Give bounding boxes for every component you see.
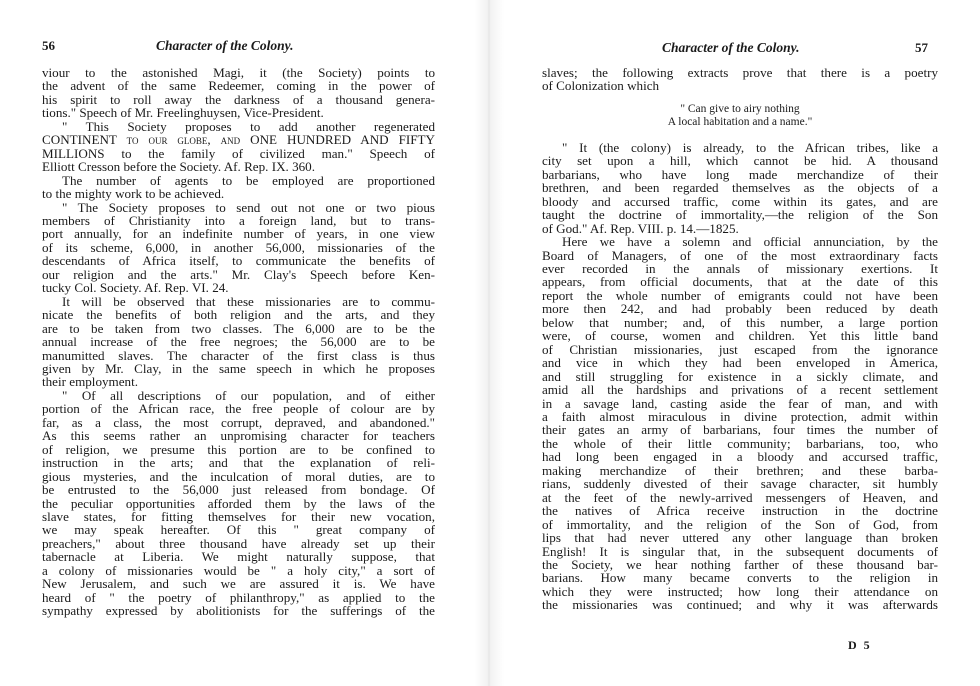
text-line: our religion and the arts." Mr. Clay's Speech before Ken- xyxy=(42,266,435,282)
text-line: were, of course, women and children. Yet this little band xyxy=(542,328,938,344)
text-line: his spirit to roll away the darkness of a thousand genera- xyxy=(42,91,435,107)
text-line: heard of " the poetry of philanthropy," as applied to the xyxy=(42,589,435,605)
text-line: their employment. xyxy=(42,374,138,390)
text-line: lips that had never uttered any other language than broken xyxy=(542,530,938,546)
text-line: we may speak hereafter. Of this " great company of xyxy=(42,522,435,538)
text-line: of its scheme, 6,000, in another 56,000, missionaries of the xyxy=(42,239,435,255)
text-line: " This Society proposes to add another regenerated xyxy=(62,118,435,134)
text-line: bloody and accursed traffic, come within its gates, and are xyxy=(542,193,938,209)
right-page-number: 57 xyxy=(915,40,928,55)
text-line: appears, from official documents, that at the date of this xyxy=(542,274,938,290)
text-line: rians, suddenly divested of their savage character, sit humbly xyxy=(542,476,938,492)
text-line: It will be observed that these missionaries are to commu- xyxy=(62,293,435,309)
text-line: be entrusted to the 56,000 just released from bondage. Of xyxy=(42,482,435,498)
text-line: port annually, for an indefinite number of years, in one view xyxy=(42,226,435,242)
text-line: in a savage land, casting aside the fear of man, and with xyxy=(542,395,938,411)
text-line: report the whole number of emigrants could not have been xyxy=(542,287,938,303)
text-line: descendants of Africa itself, to communicate the benefits of xyxy=(42,253,435,269)
poem-line: A local habitation and a name." xyxy=(667,115,813,128)
text-line: had long been engaged in a bloody and accursed traffic, xyxy=(542,449,938,465)
text-line: CONTINENT to our globe, and ONE HUNDRED AND FIFTY xyxy=(42,132,435,148)
text-line: sympathy expressed by abolitionists for the sufferings of the xyxy=(42,603,435,619)
text-line: " Of all descriptions of our population, and of either xyxy=(62,387,435,403)
text-line: barbarians, who have long made merchandize of their xyxy=(542,166,938,182)
text-line: barians. How many became converts to the religion in xyxy=(542,570,938,586)
left-body-text xyxy=(42,66,435,618)
text-line: at the feet of the newly-arrived messengers of Heaven, and xyxy=(542,489,938,505)
right-body-text xyxy=(542,66,938,612)
text-line: of Christian missionaries, just escaped from the ignorance xyxy=(542,341,938,357)
text-line: brethren, and been regarded themselves as the objects of a xyxy=(542,180,938,196)
text-line: given by Mr. Clay, in the same speech in which he proposes xyxy=(42,360,435,376)
text-line: of God." Af. Rep. VIII. p. 14.—1825. xyxy=(542,220,739,236)
text-line: of religion, we presume this portion are to be confined to xyxy=(42,441,435,457)
text-line: Here we have a solemn and official annunciation, by the xyxy=(562,234,938,250)
text-line: below that number; and, of this number, a large portion xyxy=(542,314,938,330)
text-line: " It (the colony) is already, to the African tribes, like a xyxy=(562,139,938,155)
text-line: manumitted slaves. The character of the first class is thus xyxy=(42,347,435,363)
poem-quote xyxy=(542,103,938,129)
text-line: city set upon a hill, which cannot be hid. A thousand xyxy=(542,153,938,169)
text-line: taught the doctrine of immortality,—the religion of the Son xyxy=(542,207,938,223)
text-line: nicate the benefits of both religion and the arts, and they xyxy=(42,307,435,323)
text-line: Elliott Cresson before the Society. Af. Rep. IX. 360. xyxy=(42,159,315,175)
text-line: far, as a class, the most corrupt, depraved, and abandoned." xyxy=(42,414,435,430)
left-page-number: 56 xyxy=(42,38,55,53)
text-line: their gates an army of barbarians, four times the number of xyxy=(542,422,938,438)
right-page xyxy=(490,0,980,686)
text-line: slaves; the following extracts prove that there is a poetry xyxy=(542,65,938,80)
text-line: Board of Managers, of one of the most extraordinary facts xyxy=(542,247,938,263)
text-line: gious mysteries, and the inculcation of moral duties, are to xyxy=(42,468,435,484)
text-line: members of Christianity into a foreign land, but to trans- xyxy=(42,212,435,228)
text-line: portion of the African race, the free people of colour are by xyxy=(42,401,435,417)
text-line: amid all the hardships and privations of a recent settlement xyxy=(542,382,938,398)
text-line: making merchandize of their brethren; and these barba- xyxy=(542,462,938,478)
text-line: tabernacle at Liberia. We might naturally suppose, that xyxy=(42,549,435,565)
text-line: MILLIONS to the family of civilized man." Speech of xyxy=(42,145,435,161)
text-line: the missionaries was continued; and why it was afterwards xyxy=(542,597,938,613)
right-running-title: Character of the Colony. xyxy=(662,40,800,55)
text-line: a colony of missionaries would be " a holy city," a sort of xyxy=(42,562,435,578)
text-line: ever recorded in the annals of missionary exertions. It xyxy=(542,260,938,276)
text-line: viour to the astonished Magi, it (the Society) points to xyxy=(42,65,435,80)
signature-mark: D 5 xyxy=(848,638,872,652)
text-line: the natives of Africa receive instruction in the doctrine xyxy=(542,503,938,519)
left-page xyxy=(0,0,480,686)
text-line: are to be taken from two classes. The 6,000 are to be the xyxy=(42,320,435,336)
text-line: tions." Speech of Mr. Freelinghuysen, Vice-President. xyxy=(42,105,324,121)
left-running-title: Character of the Colony. xyxy=(156,38,294,53)
text-line: New Jerusalem, and such we are assured it is. We have xyxy=(42,576,435,592)
text-line: " The Society proposes to send out not one or two pious xyxy=(62,199,435,215)
text-line: tucky Col. Society. Af. Rep. VI. 24. xyxy=(42,280,229,296)
text-line: The number of agents to be employed are proportioned xyxy=(62,172,435,188)
text-line: to the mighty work to be achieved. xyxy=(42,186,225,202)
text-line: more then 242, and had probably been reduced by death xyxy=(542,301,938,317)
text-line: As this seems rather an unpromising character for teachers xyxy=(42,428,435,444)
text-line: annual increase of the free negroes; the 56,000 are to be xyxy=(42,334,435,350)
poem-line: " Can give to airy nothing xyxy=(680,102,800,115)
text-line: slave states, for fitting themselves for their new vocation, xyxy=(42,508,435,524)
text-line: English! It is singular that, in the subsequent documents of xyxy=(542,543,938,559)
text-line: and vice in which they had been enveloped in America, xyxy=(542,355,938,371)
text-line: the Society, we hear nothing farther of these thousand bar- xyxy=(542,556,938,572)
text-line: instruction in the arts; and that the explanation of reli- xyxy=(42,455,435,471)
text-line: a faith almost miraculous in divine protection, admit within xyxy=(542,408,938,424)
text-line: the advent of the same Redeemer, coming in the power of xyxy=(42,78,435,94)
text-line: the whole of their little community; barbarians, too, who xyxy=(542,435,938,451)
text-line: of Colonization which xyxy=(542,78,660,94)
text-line: the peculiar opportunities afforded them by the laws of the xyxy=(42,495,435,511)
text-line: which they were instructed; how long their attendance on xyxy=(542,583,938,599)
text-line: of immortality, and the religion of the Son of God, from xyxy=(542,516,938,532)
text-line: and still struggling for existence in a sickly climate, and xyxy=(542,368,938,384)
text-line: preachers," about three thousand have already set up their xyxy=(42,535,435,551)
